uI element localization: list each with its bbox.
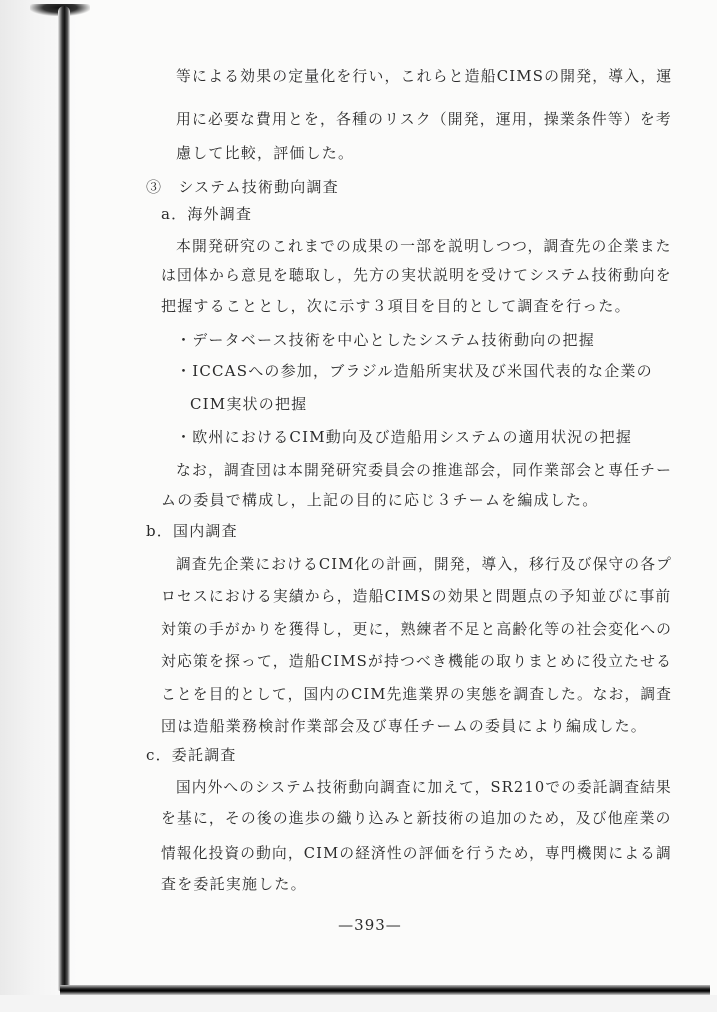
text-line: 査を委託実施した。	[161, 875, 307, 893]
text-line: 団は造船業務検討作業部会及び専任チームの委員により編成した。	[161, 717, 648, 735]
section-heading: ③ システム技術動向調査	[146, 178, 339, 196]
text-line: 情報化投資の動向，CIMの経済性の評価を行うため，専門機関による調	[161, 844, 672, 862]
text-line: 用に必要な費用とを，各種のリスク（開発，運用，操業条件等）を考	[176, 110, 672, 128]
subsection-heading: b．国内調査	[146, 522, 238, 540]
bullet-item: ・データベース技術を中心としたシステム技術動向の把握	[176, 331, 595, 349]
text-line: ロセスにおける実績から，造船CIMSの効果と問題点の予知並びに事前	[161, 587, 672, 605]
text-line: ことを目的として，国内のCIM先進業界の実態を調査した。なお，調査	[161, 685, 673, 703]
page-bottom-edge	[60, 985, 710, 995]
bullet-item-continuation: CIM実状の把握	[190, 395, 308, 413]
bullet-item: ・ICCASへの参加，ブラジル造船所実状及び米国代表的な企業の	[176, 362, 653, 380]
text-line: 調査先企業におけるCIM化の計画，開発，導入，移行及び保守の各プ	[176, 555, 673, 573]
page-number: —393—	[338, 916, 402, 934]
text-line: 等による効果の定量化を行い，これらと造船CIMSの開発，導入，運	[176, 67, 673, 85]
text-line: 慮して比較，評価した。	[176, 144, 355, 162]
text-line: 対策の手がかりを獲得し，更に，熟練者不足と高齢化等の社会変化への	[161, 620, 673, 638]
text-line: は団体から意見を聴取し，先方の実状説明を受けてシステム技術動向を	[161, 266, 672, 284]
text-line: 対応策を探って，造船CIMSが持つべき機能の取りまとめに役立たせる	[161, 652, 673, 670]
text-line: 把握することとし，次に示す３項目を目的として調査を行った。	[161, 297, 631, 315]
text-line: なお，調査団は本開発研究委員会の推進部会，同作業部会と専任チー	[176, 461, 673, 479]
book-spine	[58, 6, 70, 991]
page-bottom-margin	[0, 995, 717, 1012]
text-line: を基に，その後の進歩の織り込みと新技術の追加のため，及び他産業の	[161, 809, 672, 827]
subsection-heading: a．海外調査	[161, 205, 253, 223]
subsection-heading: c．委託調査	[146, 746, 237, 764]
bullet-item: ・欧州におけるCIM動向及び造船用システムの適用状況の把握	[176, 428, 633, 446]
text-line: 本開発研究のこれまでの成果の一部を説明しつつ，調査先の企業また	[176, 237, 672, 255]
text-line: ムの委員で構成し，上記の目的に応じ３チームを編成した。	[161, 491, 599, 509]
text-line: 国内外へのシステム技術動向調査に加えて，SR210での委託調査結果	[176, 778, 672, 796]
